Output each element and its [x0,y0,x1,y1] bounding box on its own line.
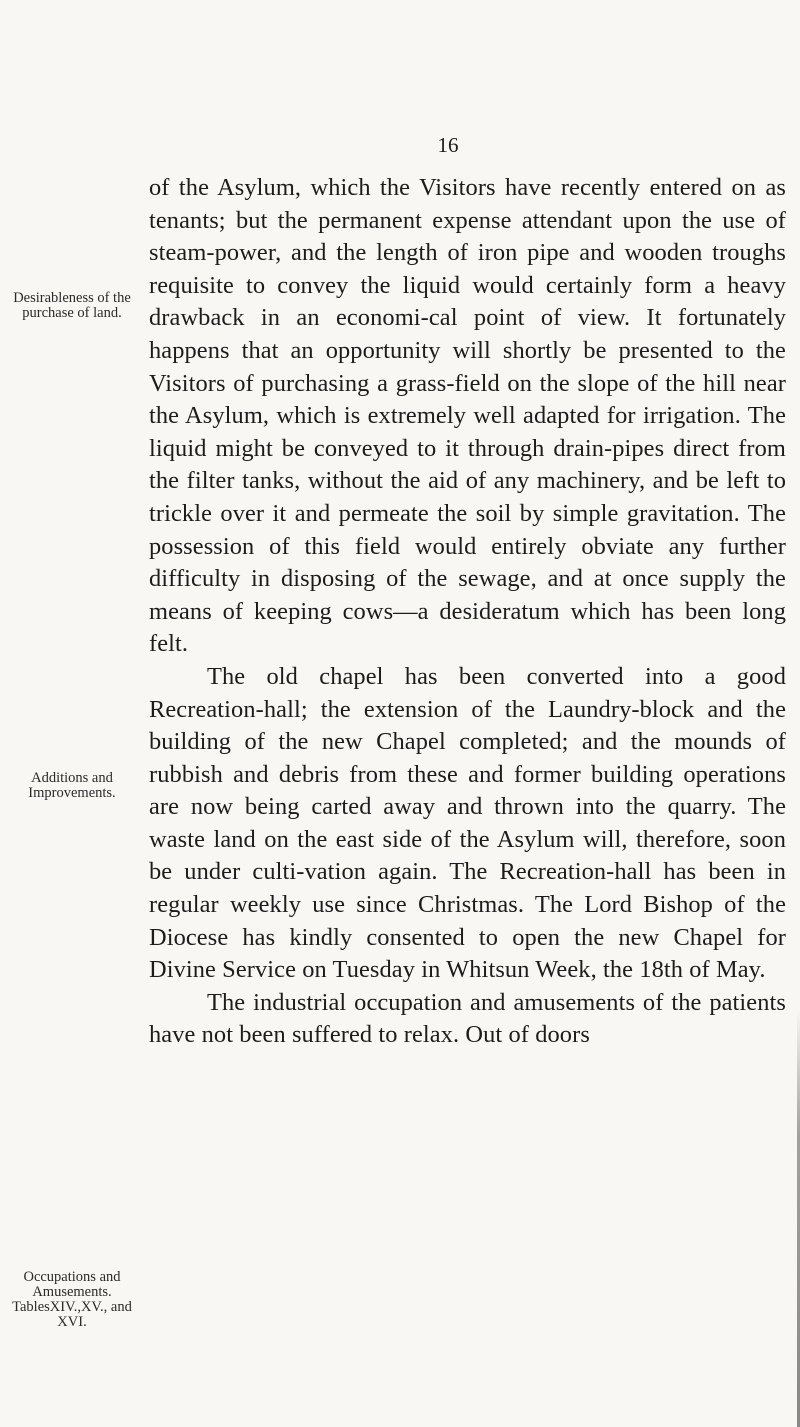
margin-note-desirableness: Desirableness of the purchase of land. [13,290,131,321]
margin-note-occupations: Occupations and Amusements. TablesXIV.,XV., and XVI. [12,1269,132,1330]
page-number: 16 [437,133,459,157]
margin-note-additions: Additions and Improvements. [28,770,116,801]
paragraph-asylum-continuation: of the Asylum, which the Visitors have recently entered on as tenants; but the permanent expense attendant upon the use of steam-power, and the length of iron pipe and wooden troughs requisite to convey the liquid would certainly form a heavy drawback in an economi-cal point of view. It fortunately happens that an opportunity will shortly be presented to the Visitors of purchasing a grass-field on the slope of the hill near the Asylum, which is extremely well adapted for irrigation. The liquid might be conveyed to it through drain-pipes direct from the filter tanks, without the aid of any machinery, and be left to trickle over it and permeate the soil by simple gravitation. The possession of this field would entirely obviate any further difficulty in disposing of the sewage, and at once supply the means of keeping cows—a desideratum which has been long felt. [149,174,786,658]
paragraph-old-chapel: The old chapel has been converted into a good Recreation-hall; the extension of the Laundry-block and the building of the new Chapel completed; and the mounds of rubbish and debris from these and former building operations are now being carted away and thrown into the quarry. The waste land on the east side of the Asylum will, therefore, soon be under culti-vation again. The Recreation-hall has been in regular weekly use since Christmas. The Lord Bishop of the Diocese has kindly consented to open the new Chapel for Divine Service on Tuesday in Whitsun Week, the 18th of May. [149,662,786,984]
body-text [149,172,786,1052]
paragraph-industrial-occupation: The industrial occupation and amusements of the patients have not been suffered to relax. Out of doors [149,988,786,1049]
